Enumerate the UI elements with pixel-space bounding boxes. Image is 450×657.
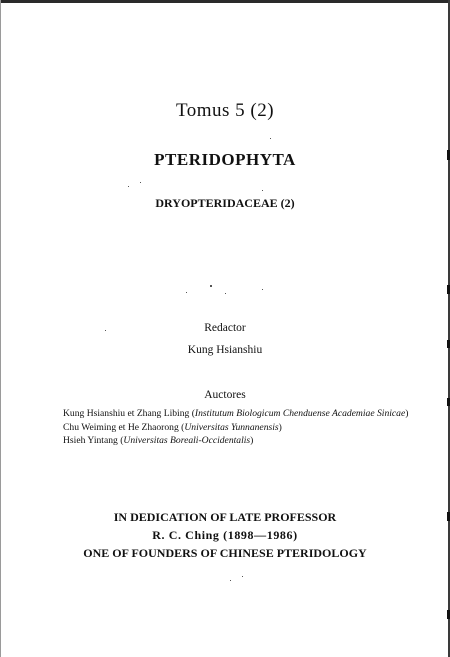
dedication-line-2: R. C. Ching (1898—1986) bbox=[152, 528, 298, 542]
author-line: Kung Hsianshiu et Zhang Libing (Institutum Biologicum Chenduense Academiae Sinicae) bbox=[63, 408, 409, 419]
tomus-heading: Tomus 5 (2) bbox=[175, 100, 275, 121]
division-title: PTERIDOPHYTA bbox=[154, 150, 296, 169]
author-institution: Universitas Boreali-Occidentalis bbox=[123, 435, 251, 446]
scan-speck bbox=[128, 186, 129, 187]
scan-speck bbox=[242, 576, 243, 577]
scan-speck bbox=[210, 285, 212, 287]
author-names: Hsieh Yintang bbox=[63, 435, 118, 446]
scan-speck bbox=[230, 580, 231, 581]
author-institution: Universitas Yunnanensis bbox=[184, 421, 279, 433]
scan-speck bbox=[225, 293, 226, 294]
author-line: Chu Weiming et He Zhaorong (Universitas Yunnanensis) bbox=[63, 421, 282, 433]
author-institution: Institutum Biologicum Chenduense Academiae Sinicae bbox=[194, 408, 406, 419]
scan-speck bbox=[140, 182, 141, 183]
auctores-label: Auctores bbox=[204, 389, 246, 401]
scan-speck bbox=[262, 289, 263, 290]
scan-speck bbox=[270, 138, 271, 139]
author-names: Chu Weiming et He Zhaorong bbox=[63, 421, 179, 433]
dedication-line-1: IN DEDICATION OF LATE PROFESSOR bbox=[113, 510, 337, 524]
page-top-edge bbox=[0, 0, 450, 3]
author-line: Hsieh Yintang (Universitas Boreali-Occidentalis) bbox=[63, 435, 254, 446]
redactor-name: Kung Hsianshiu bbox=[187, 344, 263, 356]
dedication-line-3: ONE OF FOUNDERS OF CHINESE PTERIDOLOGY bbox=[83, 546, 367, 560]
authors-list bbox=[63, 407, 448, 448]
family-subtitle: DRYOPTERIDACEAE (2) bbox=[155, 196, 295, 210]
redactor-label: Redactor bbox=[204, 322, 246, 334]
scan-speck bbox=[262, 190, 263, 191]
author-names: Kung Hsianshiu et Zhang Libing bbox=[63, 408, 190, 419]
scan-speck bbox=[186, 292, 187, 293]
